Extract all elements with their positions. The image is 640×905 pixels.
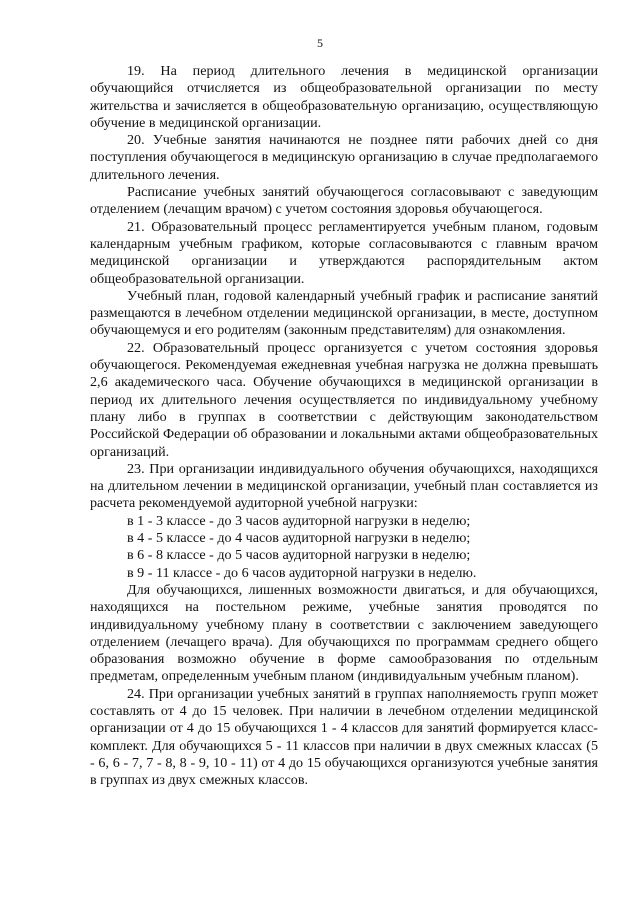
paragraph-20: 20. Учебные занятия начинаются не позднее пяти рабочих дней со дня поступления обучающегося в медицинскую организацию в случае предполагаемого длительного лечения. (90, 132, 598, 183)
load-list (90, 513, 598, 582)
paragraph-19: 19. На период длительного лечения в медицинской организации обучающийся отчисляется из общеобразовательной организации по месту жительства и зачисляется в общеобразовательную организацию, осуществляющую обучение в медицинской организации. (90, 63, 598, 131)
list-item: в 4 - 5 классе - до 4 часов аудиторной нагрузки в неделю; (127, 530, 471, 547)
paragraph-immobile-students: Для обучающихся, лишенных возможности двигаться, и для обучающихся, находящихся на постельном режиме, учебные занятия проводятся по индивидуальному учебному плану в соответствии с заключением заведующего отделением (лечащего врача). Для обучающихся по программам среднего общего образования возможно обучение в форме самообразования по отдельным предметам, определенным учебным планом (индивидуальным учебным планом). (90, 581, 598, 685)
paragraph-22: 22. Образовательный процесс организуется с учетом состояния здоровья обучающегося. Рекомендуемая ежедневная учебная нагрузка не должна превышать 2,6 академического часа. Обучение обучающихся в медицинской организации в период их длительного лечения осуществляется по индивидуальному учебному плану либо в группах в соответствии с действующим законодательством Российской Федерации об образовании и локальными актами общеобразовательных организаций. (90, 339, 598, 460)
list-item: в 9 - 11 классе - до 6 часов аудиторной нагрузки в неделю. (127, 564, 477, 581)
paragraph-21: 21. Образовательный процесс регламентируется учебным планом, годовым календарным учебным графиком, которые согласовываются с главным врачом медицинской организации и утверждаются распорядительным актом общеобразовательной организации. (90, 218, 598, 287)
list-item: в 6 - 8 классе - до 5 часов аудиторной нагрузки в неделю; (127, 547, 471, 564)
document-body (90, 63, 598, 789)
paragraph-23: 23. При организации индивидуального обучения обучающихся, находящихся на длительном лечении в медицинской организации, учебный план составляется из расчета рекомендуемой аудиторной учебной нагрузки: (90, 460, 598, 512)
paragraph-schedule-approval: Расписание учебных занятий обучающегося согласовывают с заведующим отделением (лечащим врачом) с учетом состояния здоровья обучающегося. (90, 184, 598, 218)
paragraph-24: 24. При организации учебных занятий в группах наполняемость групп может составлять от 4 до 15 человек. При наличии в лечебном отделении медицинской организации от 4 до 15 обучающихся 1 - 4 классов для занятий формируется класс-комплект. Для обучающихся 5 - 11 классов при наличии в двух смежных классах (5 - 6, 6 - 7, 7 - 8, 8 - 9, 10 - 11) от 4 до 15 обучающихся организуются учебные занятия в группах из двух смежных классов. (90, 685, 598, 789)
list-item: в 1 - 3 классе - до 3 часов аудиторной нагрузки в неделю; (127, 512, 471, 529)
page-number: 5 (317, 36, 323, 50)
paragraph-plan-placement: Учебный план, годовой календарный учебный график и расписание занятий размещаются в лечебном отделении медицинской организации, в месте, доступном обучающемуся и его родителям (законным представителям) для ознакомления. (90, 287, 598, 339)
